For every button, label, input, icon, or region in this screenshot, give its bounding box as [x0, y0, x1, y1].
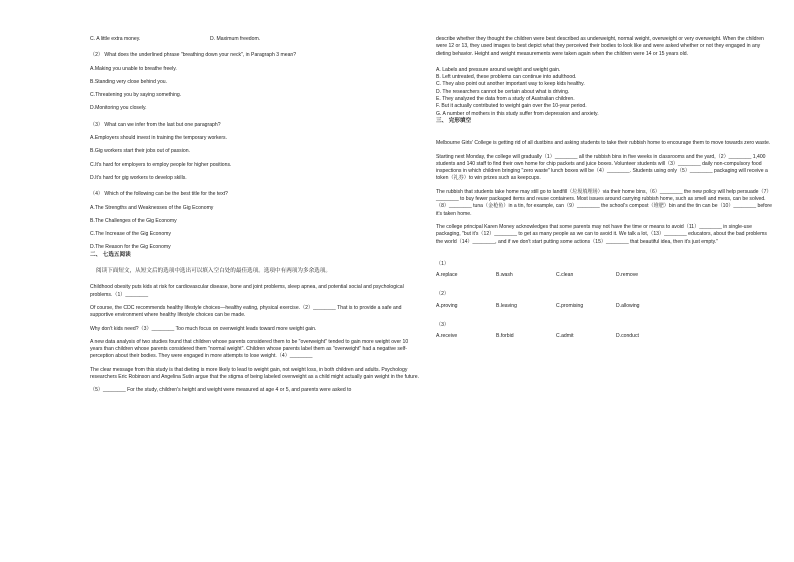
option-item: G. A number of mothers in this study suffer from depression and anxiety. [436, 110, 599, 117]
question-number: （1） [436, 260, 450, 267]
left-column [90, 36, 420, 395]
option-c: C.clean [556, 272, 574, 279]
option-a: A.receive [436, 333, 458, 340]
passage-paragraph: The clear message from this study is that dieting is more likely to lead to weight gain, not weight loss, in both children and adults. Psychology researchers Eric Robinson and Angelina Sutin argue that the stigma of being labeled overweight as a child might actually gain weight in the future. [90, 366, 420, 381]
cloze-question-2 [436, 291, 772, 310]
option-b: B.forbid [496, 333, 514, 340]
option-d: D.conduct [616, 333, 639, 340]
question-number: （3） [436, 322, 450, 329]
option-c: C.admit [556, 333, 574, 340]
option-item: A. Labels and pressure around weight and weight gain. [436, 66, 561, 73]
option-a: A.Employers should invest in training the temporary workers. [90, 135, 228, 142]
question-2 [90, 52, 420, 112]
question-stem: （3） What can we infer from the last but one paragraph? [90, 121, 221, 128]
option-item: E. They analyzed the data from a study of Australian children. [436, 96, 575, 103]
passage-paragraph: describe whether they thought the children were best described as underweight, normal weight, overweight or very overweight. When the children were 12 or 13, they used images to best depict what they perceived their bodies to look like and were asked whether or not they engaged in any dieting behavior. Height and weight measurements were taken again when the children were 14 or 15 years old. [436, 36, 764, 57]
option-item: C. They also point out another important way to keep kids healthy. [436, 81, 585, 88]
option-a: A.proving [436, 302, 458, 309]
prev-options-row [90, 36, 420, 43]
seven-options-list [436, 67, 772, 118]
cloze-paragraph: The rubbish that students take home may still go to landfill（垃圾填埋场）via their home bins,（6）________ the new policy will help persuade（7）________ to buy fewer packaged items and reuse containers. Most issues around carrying rubbish home, such as smell and mess, can be solved.（8）________ tuna（金枪鱼）in a tin, for example, can（9）________ the school's compost（堆肥）bin and the tin can be（10）________ before it's taken home. [436, 188, 772, 217]
option-a: A.The Strengths and Weaknesses of the Gig Economy [90, 204, 214, 211]
cloze-paragraph: The college principal Karen Money acknowledges that some parents may not have the time or means to avoid（11）________ in single-use packaging, "but it's（12）________ to get as many people as we can to avoid it. We talk a lot,（13）________ educators, about the bad problems the world（14）________, and if we don't start putting some actions（15）________ that beautiful idea, then it's just empty." [436, 223, 767, 245]
passage-paragraph: Childhood obesity puts kids at risk for cardiovascular disease, bone and joint problems, sleep apnea, and potential social and psychological problems.（1）________ [90, 284, 404, 298]
question-number: （2） [436, 291, 450, 298]
option-b: B.Standing very close behind you. [90, 78, 168, 85]
option-item: D. The researchers cannot be certain about what is driving. [436, 88, 570, 95]
cloze-paragraph: Melbourne Girls' College is getting rid of all dustbins and asking students to take their rubbish home to encourage them to move towards zero waste. [436, 140, 771, 147]
option-c: C.promising [556, 302, 584, 309]
question-4 [90, 191, 420, 251]
option-b: B.The Challenges of the Gig Economy [90, 217, 177, 224]
passage-paragraph: Why don't kids need?（3）________ Too much focus on overweight leads toward more weight gain. [90, 325, 317, 332]
passage-paragraph: Of course, the CDC recommends healthy lifestyle choices—healthy eating, physical exercise.（2）________ That is to provide a safe and supportive environment where healthy lifestyle choices can be made. [90, 304, 402, 319]
passage-paragraph: （5）________ For the study, children's height and weight were measured at age 4 or 5, and parents were asked to [90, 387, 352, 394]
section-title: 二、 七选五阅读 [90, 251, 131, 258]
cloze-question-3 [436, 322, 772, 341]
option-item: F. But it actually contributed to weight gain over the 10-year period. [436, 103, 587, 110]
question-3 [90, 122, 420, 182]
option-a: A.replace [436, 272, 458, 279]
option-c: C. A little extra money. [90, 36, 141, 42]
option-a: A.Making you unable to breathe freely. [90, 65, 177, 72]
option-d: D.Monitoring you closely. [90, 105, 147, 112]
question-stem: （4） Which of the following can be the best title for the text? [90, 191, 228, 198]
option-c: C.Threatening you by saying something. [90, 92, 182, 99]
cloze-question-1 [436, 261, 772, 280]
option-b: B.wash [496, 272, 513, 279]
passage-paragraph: A new data analysis of two studies found that children whose parents considered them to be "overweight" tended to gain more weight over 10 years than children whose parents considered them "normal weight". Children whose parents label them as "overweight" had a negative self-perception about their bodies. They were engaged in more attempts to lose weight.（4）________ [90, 338, 409, 360]
option-d: D.remove [616, 272, 639, 279]
section-instructions: 阅读下面短文，从短文后的选项中选出可以填入空白处的最佳选项。选项中有两项为多余选项。 [96, 268, 331, 275]
option-d: D.It's hard for gig workers to develop skills. [90, 174, 187, 181]
option-b: B.Gig workers start their jobs out of passion. [90, 148, 190, 155]
section-title: 三、 完形填空 [436, 117, 472, 124]
option-d: D.allowing [616, 302, 640, 309]
question-stem: （2） What does the underlined phrase "breathing down your neck", in Paragraph 3 mean? [90, 52, 297, 59]
cloze-paragraph: Starting next Monday, the college will gradually（1）________ all the rubbish bins in five weeks in classrooms and the yard,（2）________ 1,400 students and 140 staff to find their own home for chip packets and juice boxes. Volunteer students will（3）________ daily non-compulsory food inspections in which children bringing "zero waste" lunch boxes will be（4）________. Students using only（5）________ packaging will receive a token（礼券）to win prizes such as keepcups. [436, 153, 768, 182]
option-b: B.leaving [496, 302, 517, 309]
option-d: D. Maximum freedom. [210, 36, 261, 42]
option-item: B. Left untreated, these problems can continue into adulthood. [436, 74, 577, 81]
option-c: C.The Increase of the Gig Economy [90, 231, 171, 238]
right-column [436, 36, 772, 341]
option-d: D.The Reason for the Gig Economy [90, 244, 171, 251]
option-c: C.It's hard for employers to employ people for higher positions. [90, 161, 232, 168]
